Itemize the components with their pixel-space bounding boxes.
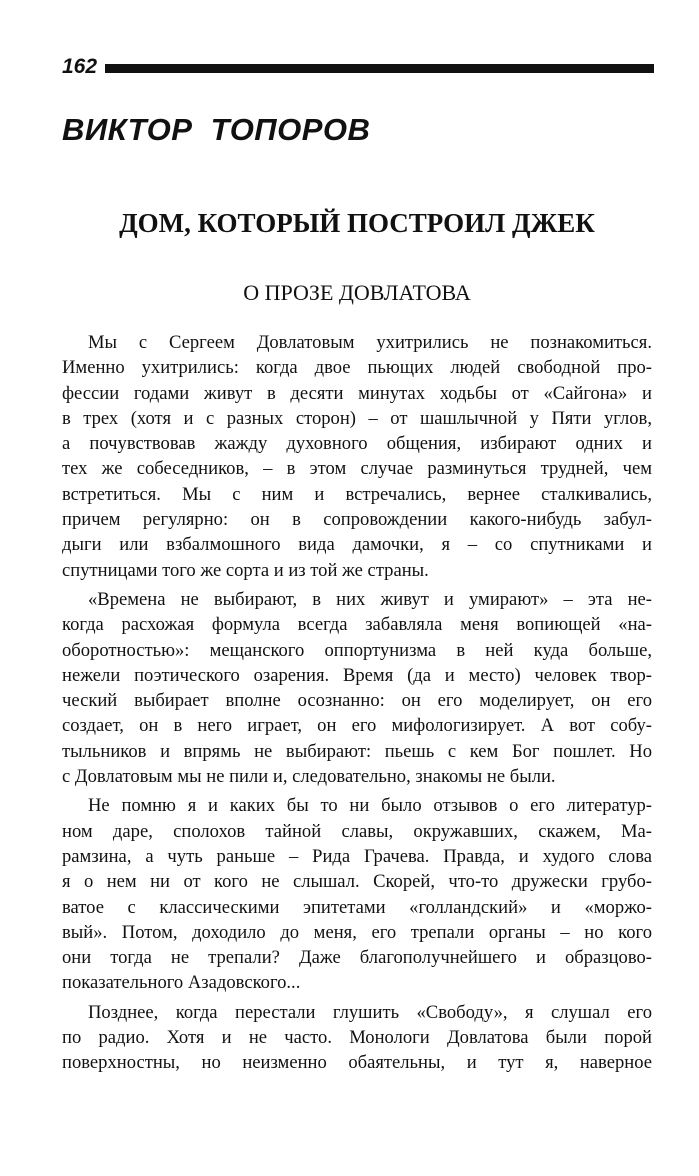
text-line: дыги или взбалмошного вида дамочки, я – со спутниками и [62, 534, 652, 556]
text-line: встретиться. Мы с ним и встречались, вернее сталкивались, [62, 483, 652, 505]
text-line: создает, он в него играет, он его мифологизирует. А вот собу- [62, 715, 652, 737]
article-title: ДОМ, КОТОРЫЙ ПОСТРОИЛ ДЖЕК [119, 208, 595, 238]
text-line: Именно ухитрились: когда двое пьющих людей свободной про- [62, 357, 652, 379]
running-header [62, 52, 654, 80]
paragraph [62, 1000, 652, 1076]
author-name: ВИКТОР ТОПОРОВ [62, 112, 371, 147]
text-line: Мы с Сергеем Довлатовым ухитрились не познакомиться. [88, 332, 652, 353]
text-line: вый». Потом, доходило до меня, его трепали органы – но кого [62, 921, 652, 943]
text-line: оборотностью»: мещанского оппортунизма в ней куда больше, [62, 639, 652, 661]
text-line: нежели поэтического озарения. Время (да и место) человек твор- [62, 664, 652, 686]
text-line: ном даре, сполохов тайной славы, окружавших, скажем, Ма- [62, 820, 652, 842]
text-line: причем регулярно: он в сопровождении какого-нибудь забул- [62, 509, 652, 531]
text-line: Позднее, когда перестали глушить «Свободу», я слушал его [88, 1001, 652, 1023]
article-subtitle: О ПРОЗЕ ДОВЛАТОВА [243, 280, 471, 305]
text-line: поверхностны, но неизменно обаятельны, и тут я, наверное [62, 1052, 652, 1074]
page-number: 162 [62, 54, 98, 78]
body-text [62, 330, 652, 1076]
text-line: когда расхожая формула всегда забавляла меня вопиющей «на- [62, 614, 652, 636]
text-line: ватое с классическими эпитетами «голландский» и «моржо- [62, 896, 652, 918]
text-line: фессии годами живут в десяти минутах ходьбы от «Сайгона» и [62, 382, 652, 404]
paragraph [62, 587, 652, 789]
text-line: по радио. Хотя и не часто. Монологи Довлатова были порой [62, 1027, 652, 1049]
text-line: рамзина, а чуть раньше – Рида Грачева. Правда, и худого слова [62, 845, 652, 867]
text-line: показательного Азадовского... [62, 972, 301, 994]
text-line: тыльников и впрямь не выбирают: пьешь с кем Бог пошлет. Но [62, 740, 652, 762]
text-line: а почувствовав жажду духовного общения, избирают одних и [62, 433, 652, 455]
text-line: они тогда не трепали? Даже благополучнейшего и образцово- [62, 947, 652, 969]
text-line: спутницами того же сорта и из той же страны. [62, 559, 429, 581]
text-line: тех же собеседников, – в этом случае разминуться трудней, чем [62, 458, 652, 480]
header-rule [105, 64, 654, 73]
paragraph [62, 330, 652, 583]
text-line: «Времена не выбирают, в них живут и умирают» – эта не- [88, 588, 652, 610]
text-line: в трех (хотя и с разных сторон) – от шашлычной у Пяти углов, [62, 407, 652, 429]
text-line: я о нем ни от кого не слышал. Скорей, что-то дружески грубо- [62, 871, 652, 893]
text-line: Не помню я и каких бы то ни было отзывов о его литератур- [88, 795, 652, 817]
paragraph [62, 793, 652, 995]
text-line: ческий выбирает вполне осознанно: он его моделирует, он его [62, 690, 652, 712]
text-line: с Довлатовым мы не пили и, следовательно, знакомы не были. [62, 766, 556, 788]
